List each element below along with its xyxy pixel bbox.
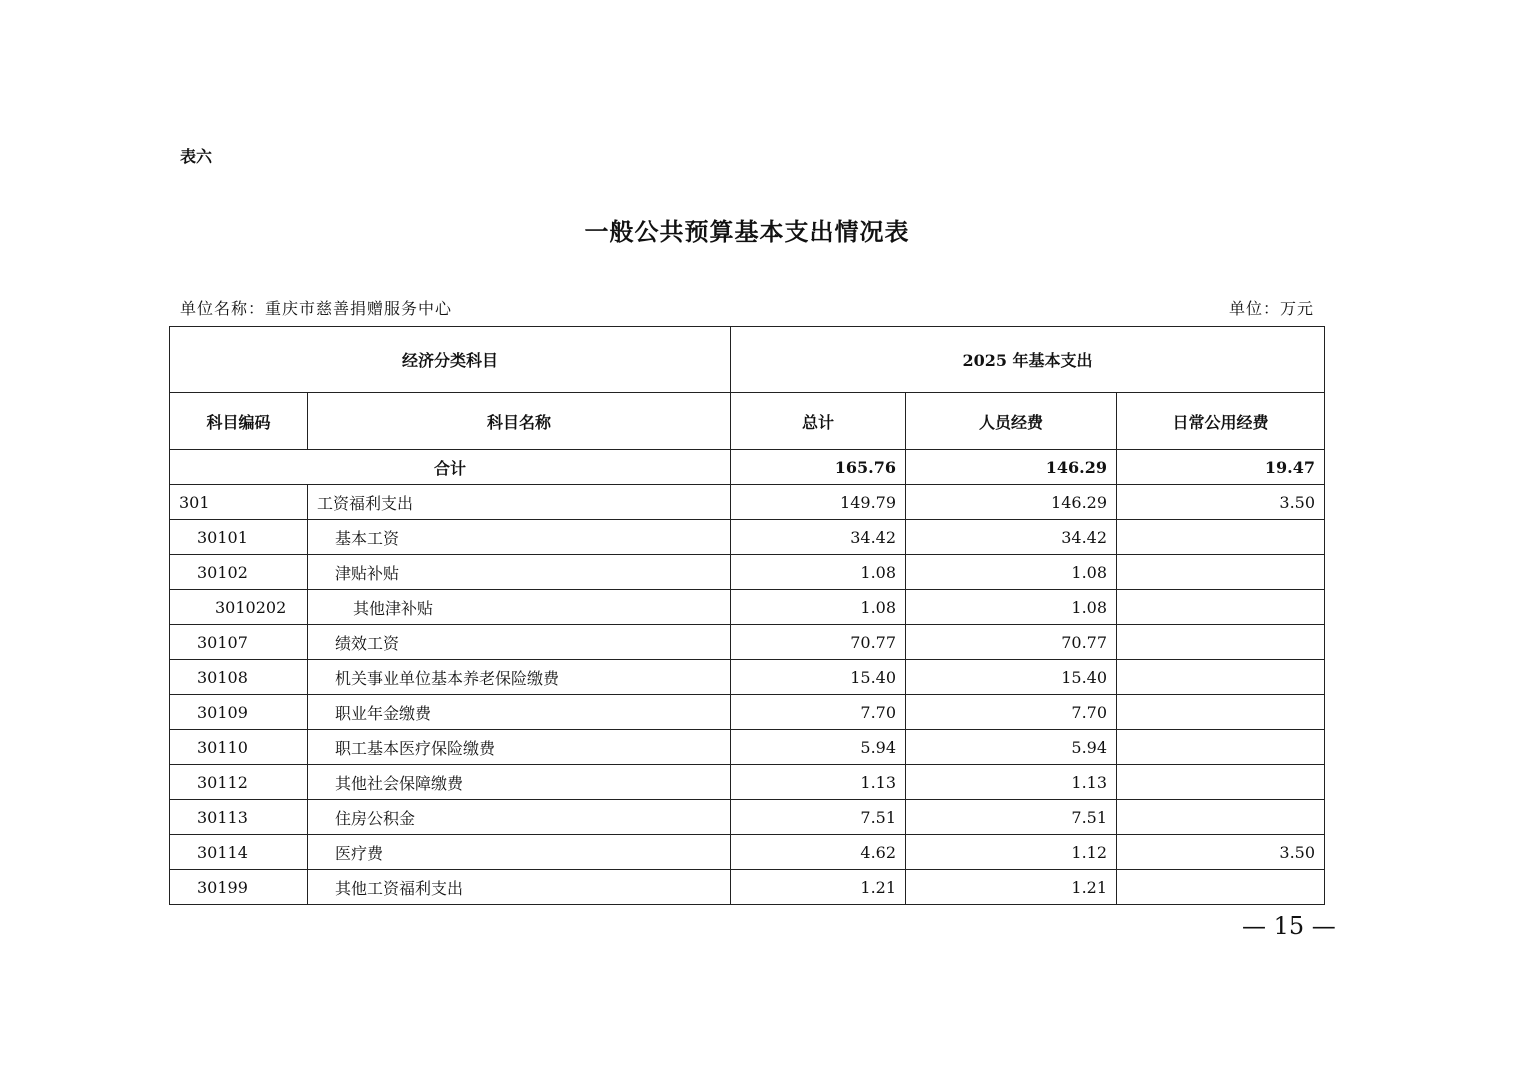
row-name: 工资福利支出: [308, 485, 731, 520]
total-public: 19.47: [1117, 450, 1325, 485]
row-public: [1117, 520, 1325, 555]
row-name: 基本工资: [308, 520, 731, 555]
table-row: [170, 590, 1325, 625]
row-total: 34.42: [731, 520, 906, 555]
row-total: 7.70: [731, 695, 906, 730]
row-code: 30114: [170, 835, 308, 870]
row-personnel: 1.21: [906, 870, 1117, 905]
row-total: 70.77: [731, 625, 906, 660]
row-name: 其他工资福利支出: [308, 870, 731, 905]
row-code: 30110: [170, 730, 308, 765]
row-personnel: 1.13: [906, 765, 1117, 800]
row-total: 1.13: [731, 765, 906, 800]
table-row: [170, 555, 1325, 590]
table-row: [170, 660, 1325, 695]
total-label: 合计: [170, 450, 731, 485]
header-personnel: 人员经费: [906, 393, 1117, 450]
page-number: — 15 —: [1242, 912, 1336, 940]
table-row: [170, 695, 1325, 730]
row-code: 30112: [170, 765, 308, 800]
header-total: 总计: [731, 393, 906, 450]
row-name: 职工基本医疗保险缴费: [308, 730, 731, 765]
table-row: [170, 520, 1325, 555]
row-code: 30107: [170, 625, 308, 660]
table-row: [170, 485, 1325, 520]
table-row: [170, 730, 1325, 765]
row-total: 149.79: [731, 485, 906, 520]
row-public: [1117, 695, 1325, 730]
row-total: 15.40: [731, 660, 906, 695]
total-personnel: 146.29: [906, 450, 1117, 485]
row-public: [1117, 555, 1325, 590]
row-code: 3010202: [170, 590, 308, 625]
row-personnel: 70.77: [906, 625, 1117, 660]
row-code: 30113: [170, 800, 308, 835]
row-code: 30108: [170, 660, 308, 695]
header-economic-classification: 经济分类科目: [170, 327, 731, 393]
total-row: [170, 450, 1325, 485]
header-basic-expenditure: 2025 年基本支出: [731, 327, 1325, 393]
row-personnel: 5.94: [906, 730, 1117, 765]
row-name: 其他津补贴: [308, 590, 731, 625]
row-name: 住房公积金: [308, 800, 731, 835]
row-total: 1.08: [731, 590, 906, 625]
budget-table: [169, 326, 1325, 905]
row-personnel: 146.29: [906, 485, 1117, 520]
row-public: [1117, 870, 1325, 905]
row-name: 职业年金缴费: [308, 695, 731, 730]
row-public: [1117, 730, 1325, 765]
row-personnel: 7.51: [906, 800, 1117, 835]
row-total: 1.21: [731, 870, 906, 905]
row-personnel: 1.12: [906, 835, 1117, 870]
table-header-group-row: [170, 327, 1325, 393]
row-total: 7.51: [731, 800, 906, 835]
table-number-label: 表六: [180, 147, 213, 166]
row-name: 其他社会保障缴费: [308, 765, 731, 800]
row-personnel: 15.40: [906, 660, 1117, 695]
header-public: 日常公用经费: [1117, 393, 1325, 450]
header-name: 科目名称: [308, 393, 731, 450]
row-public: 3.50: [1117, 835, 1325, 870]
table-header-row: [170, 393, 1325, 450]
row-personnel: 7.70: [906, 695, 1117, 730]
row-name: 机关事业单位基本养老保险缴费: [308, 660, 731, 695]
unit-name: 单位名称：重庆市慈善捐赠服务中心: [180, 299, 453, 318]
row-name: 绩效工资: [308, 625, 731, 660]
row-public: [1117, 625, 1325, 660]
row-name: 津贴补贴: [308, 555, 731, 590]
currency-unit: 单位：万元: [1228, 299, 1314, 318]
table-row: [170, 835, 1325, 870]
row-code: 30199: [170, 870, 308, 905]
page-title: 一般公共预算基本支出情况表: [584, 217, 910, 246]
row-public: [1117, 660, 1325, 695]
total-total: 165.76: [731, 450, 906, 485]
row-total: 4.62: [731, 835, 906, 870]
row-personnel: 1.08: [906, 590, 1117, 625]
header-code: 科目编码: [170, 393, 308, 450]
row-personnel: 1.08: [906, 555, 1117, 590]
table-row: [170, 800, 1325, 835]
row-name: 医疗费: [308, 835, 731, 870]
row-total: 1.08: [731, 555, 906, 590]
row-code: 301: [170, 485, 308, 520]
row-personnel: 34.42: [906, 520, 1117, 555]
row-public: [1117, 590, 1325, 625]
row-total: 5.94: [731, 730, 906, 765]
row-code: 30101: [170, 520, 308, 555]
row-public: [1117, 765, 1325, 800]
row-code: 30102: [170, 555, 308, 590]
table-row: [170, 625, 1325, 660]
table-row: [170, 765, 1325, 800]
row-code: 30109: [170, 695, 308, 730]
table-row: [170, 870, 1325, 905]
row-public: [1117, 800, 1325, 835]
row-public: 3.50: [1117, 485, 1325, 520]
